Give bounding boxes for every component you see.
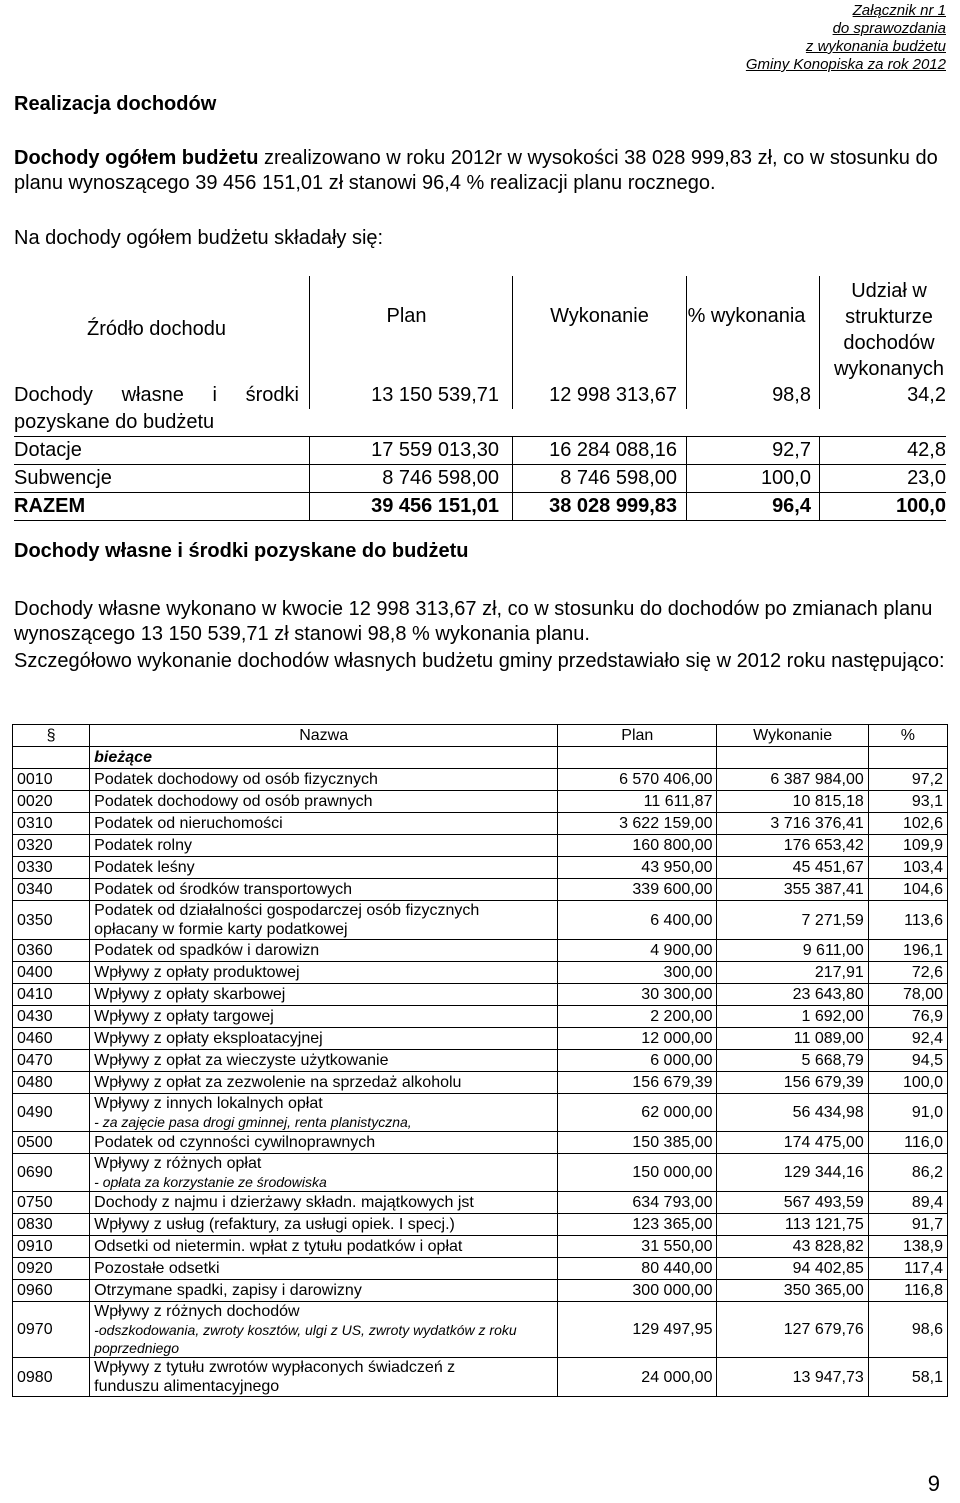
row-name bbox=[90, 1028, 558, 1050]
row-exec: 127 679,76 bbox=[717, 1302, 868, 1358]
header-pct: % bbox=[868, 725, 947, 747]
summary-row-pct: 100,0 bbox=[760, 467, 811, 489]
header-code: § bbox=[13, 725, 90, 747]
row-name bbox=[90, 1236, 558, 1258]
summary-header-plan: Plan bbox=[386, 305, 427, 327]
row-pct: 116,8 bbox=[868, 1280, 947, 1302]
row-code: 0750 bbox=[13, 1192, 90, 1214]
row-name bbox=[90, 1154, 558, 1192]
summary-row-plan: 17 559 013,30 bbox=[371, 439, 499, 461]
row-pct: 100,0 bbox=[868, 1072, 947, 1094]
row-code: 0920 bbox=[13, 1258, 90, 1280]
summary-row bbox=[14, 437, 946, 465]
row-name bbox=[90, 1302, 558, 1358]
row-exec: 129 344,16 bbox=[717, 1154, 868, 1192]
row-name-text: Wpływy z usług (refaktury, za usługi opiek. I specj.) bbox=[94, 1216, 455, 1233]
summary-header bbox=[14, 276, 946, 382]
empty-cell bbox=[13, 747, 90, 769]
table-row bbox=[13, 1028, 948, 1050]
row-exec: 43 828,82 bbox=[717, 1236, 868, 1258]
table-row bbox=[13, 1358, 948, 1397]
row-exec: 10 815,18 bbox=[717, 791, 868, 813]
row-plan: 31 550,00 bbox=[558, 1236, 717, 1258]
row-exec: 350 365,00 bbox=[717, 1280, 868, 1302]
col-divider bbox=[686, 465, 687, 492]
row-exec: 9 611,00 bbox=[717, 940, 868, 962]
row-exec: 176 653,42 bbox=[717, 835, 868, 857]
summary-row-name: RAZEM bbox=[14, 495, 86, 517]
row-plan: 300,00 bbox=[558, 962, 717, 984]
annex-line: z wykonania budżetu bbox=[805, 38, 946, 55]
row-name-text: Odsetki od nietermin. wpłat z tytułu podatków i opłat bbox=[94, 1238, 463, 1255]
empty-cell bbox=[717, 747, 868, 769]
row-plan: 80 440,00 bbox=[558, 1258, 717, 1280]
table-row bbox=[13, 1072, 948, 1094]
row-code: 0320 bbox=[13, 835, 90, 857]
col-divider bbox=[512, 437, 513, 464]
col-divider bbox=[309, 437, 310, 464]
category-label: bieżące bbox=[90, 747, 558, 769]
row-code: 0020 bbox=[13, 791, 90, 813]
row-pct: 94,5 bbox=[868, 1050, 947, 1072]
row-code: 0970 bbox=[13, 1302, 90, 1358]
row-plan: 634 793,00 bbox=[558, 1192, 717, 1214]
row-pct: 58,1 bbox=[868, 1358, 947, 1397]
col-divider bbox=[512, 382, 513, 409]
row-exec: 1 692,00 bbox=[717, 1006, 868, 1028]
col-divider bbox=[819, 493, 820, 520]
row-code: 0360 bbox=[13, 940, 90, 962]
col-divider bbox=[819, 437, 820, 464]
table-row bbox=[13, 1050, 948, 1072]
header-exec: Wykonanie bbox=[717, 725, 868, 747]
row-plan: 3 622 159,00 bbox=[558, 813, 717, 835]
summary-row-pct: 98,8 bbox=[772, 384, 811, 406]
summary-header-exec: Wykonanie bbox=[550, 305, 649, 327]
row-code: 0470 bbox=[13, 1050, 90, 1072]
row-plan: 24 000,00 bbox=[558, 1358, 717, 1397]
row-exec: 23 643,80 bbox=[717, 984, 868, 1006]
row-name-text: Wpływy z opłaty eksploatacyjnej bbox=[94, 1030, 323, 1047]
col-divider bbox=[309, 465, 310, 492]
row-name bbox=[90, 962, 558, 984]
row-name-text: Podatek od działalności gospodarczej osób fizycznych bbox=[94, 902, 480, 919]
row-plan: 30 300,00 bbox=[558, 984, 717, 1006]
header-name: Nazwa bbox=[90, 725, 558, 747]
row-pct: 103,4 bbox=[868, 857, 947, 879]
summary-row-share: 23,0 bbox=[907, 467, 946, 489]
row-pct: 102,6 bbox=[868, 813, 947, 835]
row-name bbox=[90, 1214, 558, 1236]
row-name bbox=[90, 769, 558, 791]
row-name-subnote: - opłata za korzystanie ze środowiska bbox=[94, 1174, 327, 1190]
row-name bbox=[90, 791, 558, 813]
row-plan: 150 000,00 bbox=[558, 1154, 717, 1192]
row-exec: 5 668,79 bbox=[717, 1050, 868, 1072]
row-code: 0910 bbox=[13, 1236, 90, 1258]
row-name bbox=[90, 1258, 558, 1280]
row-plan: 6 400,00 bbox=[558, 901, 717, 940]
col-divider bbox=[686, 493, 687, 520]
annex-line: Załącznik nr 1 bbox=[852, 2, 946, 19]
table-row bbox=[13, 857, 948, 879]
table-row bbox=[13, 791, 948, 813]
row-plan: 62 000,00 bbox=[558, 1094, 717, 1132]
row-exec: 355 387,41 bbox=[717, 879, 868, 901]
row-plan: 6 570 406,00 bbox=[558, 769, 717, 791]
row-code: 0490 bbox=[13, 1094, 90, 1132]
summary-row-plan: 13 150 539,71 bbox=[371, 384, 499, 406]
row-pct: 97,2 bbox=[868, 769, 947, 791]
summary-row-pct: 96,4 bbox=[772, 495, 811, 517]
row-exec: 56 434,98 bbox=[717, 1094, 868, 1132]
col-divider bbox=[819, 382, 820, 409]
summary-header-source: Źródło dochodu bbox=[87, 318, 226, 340]
row-pct: 98,6 bbox=[868, 1302, 947, 1358]
col-divider bbox=[819, 276, 820, 382]
row-name bbox=[90, 901, 558, 940]
row-name-text: Podatek od nieruchomości bbox=[94, 815, 283, 832]
row-name-text: Podatek od czynności cywilnoprawnych bbox=[94, 1134, 376, 1151]
summary-row-exec: 12 998 313,67 bbox=[549, 384, 677, 406]
row-name bbox=[90, 1094, 558, 1132]
page-title: Realizacja dochodów bbox=[14, 93, 217, 115]
summary-row-exec: 38 028 999,83 bbox=[549, 495, 677, 517]
row-code: 0350 bbox=[13, 901, 90, 940]
row-plan: 43 950,00 bbox=[558, 857, 717, 879]
summary-row-pct: 92,7 bbox=[772, 439, 811, 461]
row-exec: 567 493,59 bbox=[717, 1192, 868, 1214]
header-plan: Plan bbox=[558, 725, 717, 747]
row-exec: 94 402,85 bbox=[717, 1258, 868, 1280]
row-pct: 117,4 bbox=[868, 1258, 947, 1280]
page-number: 9 bbox=[927, 1471, 940, 1496]
col-divider bbox=[309, 382, 310, 409]
annex-line: do sprawozdania bbox=[832, 20, 946, 37]
table-row bbox=[13, 813, 948, 835]
row-pct: 92,4 bbox=[868, 1028, 947, 1050]
table-row bbox=[13, 1236, 948, 1258]
row-pct: 196,1 bbox=[868, 940, 947, 962]
section-title: Dochody własne i środki pozyskane do budżetu bbox=[14, 540, 469, 562]
row-name-text: Podatek dochodowy od osób fizycznych bbox=[94, 771, 378, 788]
summary-row-share: 34,2 bbox=[907, 384, 946, 406]
row-name-text: Podatek od środków transportowych bbox=[94, 881, 353, 898]
category-row bbox=[13, 747, 948, 769]
row-name-text: Wpływy z różnych dochodów bbox=[94, 1303, 300, 1320]
summary-row-exec: 8 746 598,00 bbox=[560, 467, 677, 489]
summary-header-share: Udział w strukturze dochodów wykonanych bbox=[833, 280, 945, 380]
summary-row bbox=[14, 465, 946, 493]
row-code: 0690 bbox=[13, 1154, 90, 1192]
row-name bbox=[90, 879, 558, 901]
row-exec: 217,91 bbox=[717, 962, 868, 984]
row-name-continued: funduszu alimentacyjnego bbox=[94, 1378, 280, 1395]
empty-cell bbox=[558, 747, 717, 769]
row-plan: 160 800,00 bbox=[558, 835, 717, 857]
row-name bbox=[90, 813, 558, 835]
row-name-text: Wpływy z różnych opłat bbox=[94, 1155, 262, 1172]
row-plan: 6 000,00 bbox=[558, 1050, 717, 1072]
row-pct: 72,6 bbox=[868, 962, 947, 984]
row-code: 0400 bbox=[13, 962, 90, 984]
col-divider bbox=[686, 276, 687, 382]
row-plan: 4 900,00 bbox=[558, 940, 717, 962]
table-row bbox=[13, 962, 948, 984]
intro-paragraph bbox=[14, 146, 946, 196]
row-code: 0480 bbox=[13, 1072, 90, 1094]
row-name bbox=[90, 1192, 558, 1214]
row-name bbox=[90, 940, 558, 962]
table-row bbox=[13, 769, 948, 791]
row-code: 0310 bbox=[13, 813, 90, 835]
summary-row-plan: 39 456 151,01 bbox=[371, 495, 499, 517]
table-row bbox=[13, 879, 948, 901]
row-code: 0010 bbox=[13, 769, 90, 791]
composition-text: Na dochody ogółem budżetu składały się: bbox=[14, 227, 384, 249]
detail-table bbox=[12, 724, 948, 1397]
table-row bbox=[13, 1154, 948, 1192]
col-divider bbox=[512, 276, 513, 382]
row-name bbox=[90, 1358, 558, 1397]
row-plan: 156 679,39 bbox=[558, 1072, 717, 1094]
row-name-text: Podatek dochodowy od osób prawnych bbox=[94, 793, 373, 810]
row-exec: 174 475,00 bbox=[717, 1132, 868, 1154]
row-exec: 156 679,39 bbox=[717, 1072, 868, 1094]
table-row bbox=[13, 1258, 948, 1280]
table-row bbox=[13, 1214, 948, 1236]
table-row bbox=[13, 984, 948, 1006]
summary-row-name: Dochody własne i środki pozyskane do budżetu bbox=[14, 384, 299, 433]
row-plan: 2 200,00 bbox=[558, 1006, 717, 1028]
row-pct: 91,7 bbox=[868, 1214, 947, 1236]
row-code: 0330 bbox=[13, 857, 90, 879]
row-exec: 11 089,00 bbox=[717, 1028, 868, 1050]
table-row bbox=[13, 940, 948, 962]
row-name-text: Wpływy z tytułu zwrotów wypłaconych świadczeń z bbox=[94, 1359, 456, 1376]
row-code: 0830 bbox=[13, 1214, 90, 1236]
row-name-text: Wpływy z opłat za zezwolenie na sprzedaż alkoholu bbox=[94, 1074, 462, 1091]
row-name-text: Otrzymane spadki, zapisy i darowizny bbox=[94, 1282, 362, 1299]
annex-line: Gminy Konopiska za rok 2012 bbox=[745, 56, 946, 73]
row-code: 0980 bbox=[13, 1358, 90, 1397]
row-pct: 116,0 bbox=[868, 1132, 947, 1154]
row-name-text: Podatek rolny bbox=[94, 837, 192, 854]
row-plan: 339 600,00 bbox=[558, 879, 717, 901]
row-pct: 109,9 bbox=[868, 835, 947, 857]
summary-row-plan: 8 746 598,00 bbox=[382, 467, 499, 489]
row-exec: 113 121,75 bbox=[717, 1214, 868, 1236]
summary-header-pct: % wykonania bbox=[687, 305, 806, 327]
row-code: 0500 bbox=[13, 1132, 90, 1154]
col-divider bbox=[686, 437, 687, 464]
summary-row-exec: 16 284 088,16 bbox=[549, 439, 677, 461]
row-name-text: Podatek leśny bbox=[94, 859, 195, 876]
col-divider bbox=[512, 493, 513, 520]
table-row bbox=[13, 1192, 948, 1214]
row-code: 0960 bbox=[13, 1280, 90, 1302]
table-row bbox=[13, 1302, 948, 1358]
row-code: 0460 bbox=[13, 1028, 90, 1050]
row-name-text: Wpływy z innych lokalnych opłat bbox=[94, 1095, 323, 1112]
row-name-text: Podatek od spadków i darowizn bbox=[94, 942, 320, 959]
row-exec: 13 947,73 bbox=[717, 1358, 868, 1397]
row-plan: 123 365,00 bbox=[558, 1214, 717, 1236]
intro-text: zrealizowano w roku 2012r w wysokości 38 028 999,83 zł, co w stosunku do planu wynoszącego 39 456 151,01 zł stanowi 96,4 % realizacji planu rocznego. bbox=[14, 147, 938, 194]
own-paragraph-2: Szczegółowo wykonanie dochodów własnych budżetu gminy przedstawiało się w 2012 roku następująco: bbox=[14, 650, 945, 672]
annex-note bbox=[746, 2, 946, 74]
row-name bbox=[90, 1072, 558, 1094]
row-pct: 104,6 bbox=[868, 879, 947, 901]
row-name-continued: opłacany w formie karty podatkowej bbox=[94, 921, 348, 938]
row-pct: 138,9 bbox=[868, 1236, 947, 1258]
row-name bbox=[90, 1006, 558, 1028]
intro-bold-lead: Dochody ogółem budżetu bbox=[14, 147, 259, 169]
row-name-text: Wpływy z opłat za wieczyste użytkowanie bbox=[94, 1052, 389, 1069]
row-pct: 91,0 bbox=[868, 1094, 947, 1132]
row-plan: 300 000,00 bbox=[558, 1280, 717, 1302]
summary-row bbox=[14, 382, 946, 437]
row-pct: 93,1 bbox=[868, 791, 947, 813]
row-plan: 150 385,00 bbox=[558, 1132, 717, 1154]
row-plan: 11 611,87 bbox=[558, 791, 717, 813]
table-row bbox=[13, 901, 948, 940]
row-name-text: Wpływy z opłaty targowej bbox=[94, 1008, 274, 1025]
row-code: 0340 bbox=[13, 879, 90, 901]
own-paragraph-1: Dochody własne wykonano w kwocie 12 998 313,67 zł, co w stosunku do dochodów po zmianach planu wynoszącego 13 150 539,71 zł stanowi 98,8 % wykonania planu. bbox=[14, 598, 933, 645]
table-row bbox=[13, 1094, 948, 1132]
row-plan: 129 497,95 bbox=[558, 1302, 717, 1358]
summary-row-name: Subwencje bbox=[14, 467, 112, 489]
detail-header-row bbox=[13, 725, 948, 747]
row-name-subnote: - za zajęcie pasa drogi gminnej, renta planistyczna, bbox=[94, 1114, 412, 1130]
col-divider bbox=[309, 276, 310, 382]
row-name bbox=[90, 1050, 558, 1072]
row-pct: 78,00 bbox=[868, 984, 947, 1006]
row-name bbox=[90, 984, 558, 1006]
empty-cell bbox=[868, 747, 947, 769]
row-name-text: Pozostałe odsetki bbox=[94, 1260, 220, 1277]
row-exec: 3 716 376,41 bbox=[717, 813, 868, 835]
row-name-text: Wpływy z opłaty produktowej bbox=[94, 964, 300, 981]
summary-table bbox=[14, 276, 946, 521]
table-row bbox=[13, 835, 948, 857]
row-exec: 45 451,67 bbox=[717, 857, 868, 879]
row-name-text: Dochody z najmu i dzierżawy składn. majątkowych jst bbox=[94, 1194, 474, 1211]
summary-total-row bbox=[14, 493, 946, 521]
table-row bbox=[13, 1132, 948, 1154]
row-exec: 6 387 984,00 bbox=[717, 769, 868, 791]
table-row bbox=[13, 1280, 948, 1302]
col-divider bbox=[512, 465, 513, 492]
row-plan: 12 000,00 bbox=[558, 1028, 717, 1050]
col-divider bbox=[686, 382, 687, 409]
row-pct: 113,6 bbox=[868, 901, 947, 940]
row-name-subnote: -odszkodowania, zwroty kosztów, ulgi z US, zwroty wydatków z roku poprzedniego bbox=[94, 1322, 517, 1356]
row-pct: 89,4 bbox=[868, 1192, 947, 1214]
table-row bbox=[13, 1006, 948, 1028]
row-exec: 7 271,59 bbox=[717, 901, 868, 940]
col-divider bbox=[819, 465, 820, 492]
row-name bbox=[90, 857, 558, 879]
col-divider bbox=[309, 493, 310, 520]
summary-row-share: 100,0 bbox=[895, 495, 946, 517]
summary-row-name: Dotacje bbox=[14, 439, 82, 461]
row-code: 0410 bbox=[13, 984, 90, 1006]
row-name-text: Wpływy z opłaty skarbowej bbox=[94, 986, 286, 1003]
row-name bbox=[90, 1132, 558, 1154]
row-code: 0430 bbox=[13, 1006, 90, 1028]
row-pct: 86,2 bbox=[868, 1154, 947, 1192]
summary-row-share: 42,8 bbox=[907, 439, 946, 461]
row-name bbox=[90, 835, 558, 857]
row-pct: 76,9 bbox=[868, 1006, 947, 1028]
row-name bbox=[90, 1280, 558, 1302]
